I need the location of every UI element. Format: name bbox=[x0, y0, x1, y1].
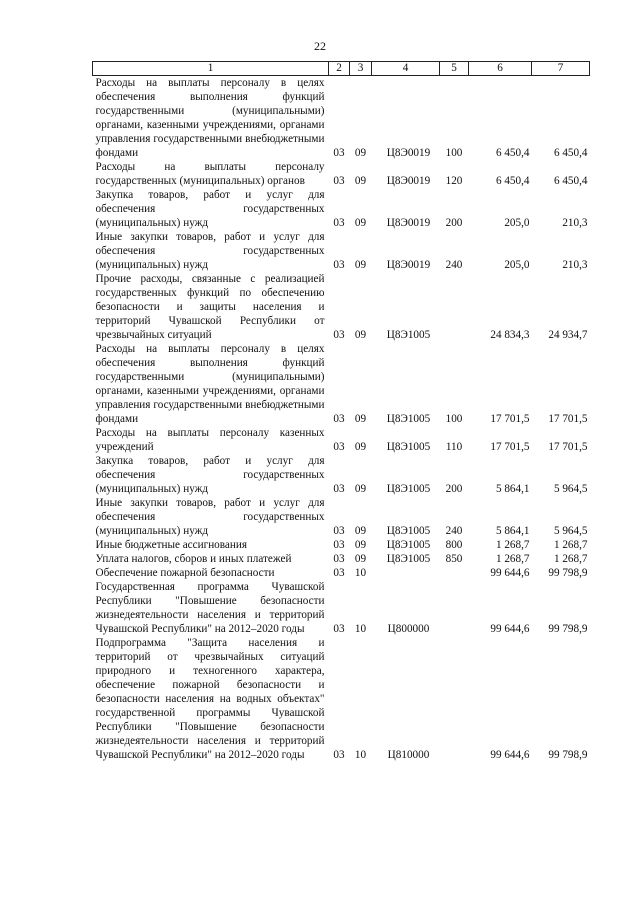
table-row bbox=[93, 496, 590, 538]
section-code-cell: 03 bbox=[333, 539, 345, 551]
expense-type-cell bbox=[440, 636, 469, 762]
expense-type-cell: 110 bbox=[445, 441, 463, 453]
section-code-cell: 03 bbox=[333, 441, 345, 453]
header-cell: 5 bbox=[440, 62, 469, 76]
subsection-code-cell: 09 bbox=[354, 175, 367, 187]
amount-year2-cell: 99 798,9 bbox=[548, 567, 588, 579]
row-name-cell: Закупка товаров, работ и услуг для обеспечения государственных (муниципальных) нужд bbox=[95, 455, 325, 495]
expense-type-cell: 800 bbox=[445, 539, 463, 551]
table-row bbox=[93, 538, 590, 552]
target-article-cell: Ц8Э1005 bbox=[386, 553, 431, 565]
section-code-cell: 03 bbox=[333, 217, 345, 229]
page-number: 22 bbox=[314, 39, 326, 53]
expense-type-cell: 120 bbox=[445, 175, 463, 187]
amount-year1-cell: 17 701,5 bbox=[490, 413, 530, 425]
section-code-cell: 03 bbox=[333, 567, 345, 579]
target-article-cell: Ц8Э0019 bbox=[386, 147, 431, 159]
section-code-cell: 03 bbox=[333, 623, 345, 635]
row-name-cell: Расходы на выплаты персоналу казенных учреждений bbox=[95, 427, 325, 453]
row-name-cell: Расходы на выплаты персоналу в целях обеспечения выполнения функций государственными (муниципальными) органами, казенными учреждениями, органами управления государственными внебюджетными фондами bbox=[95, 343, 325, 425]
subsection-code-cell: 09 bbox=[354, 525, 367, 537]
row-name-cell: Закупка товаров, работ и услуг для обеспечения государственных (муниципальных) нужд bbox=[95, 189, 325, 229]
target-article-cell: Ц8Э1005 bbox=[386, 441, 431, 453]
target-article-cell: Ц8Э0019 bbox=[386, 175, 431, 187]
header-cell: 7 bbox=[532, 62, 590, 76]
subsection-code-cell: 09 bbox=[354, 147, 367, 159]
amount-year2-cell: 17 701,5 bbox=[548, 413, 588, 425]
target-article-cell: Ц8Э1005 bbox=[386, 525, 431, 537]
row-name-cell: Обеспечение пожарной безопасности bbox=[95, 567, 275, 579]
target-article-cell: Ц8Э1005 bbox=[386, 483, 431, 495]
target-article-cell: Ц8Э1005 bbox=[386, 329, 431, 341]
row-name-cell: Подпрограмма "Защита населения и территорий от чрезвычайных ситуаций природного и техногенного характера, обеспечение пожарной безопасности и безопасности населения на водных объектах" государственной программы Чувашской Республики "Повышение безопасности жизнедеятельности населения и территорий Чувашской Республики" на 2012–2020 годы bbox=[95, 637, 325, 761]
amount-year1-cell: 99 644,6 bbox=[490, 567, 530, 579]
section-code-cell: 03 bbox=[333, 147, 345, 159]
section-code-cell: 03 bbox=[333, 413, 345, 425]
row-name-cell: Прочие расходы, связанные с реализацией государственных функций по обеспечению безопасности и защиты населения и территорий Чувашской Республики от чрезвычайных ситуаций bbox=[95, 273, 325, 341]
row-name-cell: Расходы на выплаты персоналу в целях обеспечения выполнения функций государственными (муниципальными) органами, казенными учреждениями, органами управления государственными внебюджетными фондами bbox=[95, 77, 325, 159]
amount-year1-cell: 1 268,7 bbox=[495, 553, 530, 565]
amount-year1-cell: 6 450,4 bbox=[495, 147, 530, 159]
amount-year2-cell: 99 798,9 bbox=[548, 749, 588, 761]
table-row bbox=[93, 160, 590, 188]
section-code-cell: 03 bbox=[333, 525, 345, 537]
expense-type-cell: 240 bbox=[445, 525, 463, 537]
header-cell: 2 bbox=[329, 62, 350, 76]
target-article-cell: Ц8Э0019 bbox=[386, 217, 431, 229]
target-article-cell: Ц810000 bbox=[387, 749, 430, 761]
section-code-cell: 03 bbox=[333, 175, 345, 187]
amount-year2-cell: 6 450,4 bbox=[553, 147, 588, 159]
target-article-cell: Ц800000 bbox=[387, 623, 430, 635]
subsection-code-cell: 09 bbox=[354, 539, 367, 551]
amount-year1-cell: 24 834,3 bbox=[490, 329, 530, 341]
header-cell: 6 bbox=[469, 62, 532, 76]
amount-year1-cell: 99 644,6 bbox=[490, 749, 530, 761]
header-cell: 4 bbox=[372, 62, 440, 76]
target-article-cell bbox=[372, 566, 440, 580]
row-name-cell: Иные бюджетные ассигнования bbox=[95, 539, 247, 551]
amount-year2-cell: 6 450,4 bbox=[553, 175, 588, 187]
header-row bbox=[93, 62, 590, 76]
amount-year2-cell: 1 268,7 bbox=[553, 553, 588, 565]
table-row bbox=[93, 76, 590, 161]
target-article-cell: Ц8Э1005 bbox=[386, 413, 431, 425]
section-code-cell: 03 bbox=[333, 553, 345, 565]
target-article-cell: Ц8Э0019 bbox=[386, 259, 431, 271]
expense-type-cell: 100 bbox=[445, 413, 463, 425]
subsection-code-cell: 10 bbox=[354, 567, 367, 579]
table-row bbox=[93, 272, 590, 342]
amount-year2-cell: 210,3 bbox=[562, 259, 588, 271]
subsection-code-cell: 09 bbox=[354, 553, 367, 565]
section-code-cell: 03 bbox=[333, 259, 345, 271]
subsection-code-cell: 10 bbox=[354, 623, 367, 635]
row-name-cell: Государственная программа Чувашской Республики "Повышение безопасности жизнедеятельности населения и территорий Чувашской Республики" на 2012–2020 годы bbox=[95, 581, 325, 635]
amount-year1-cell: 205,0 bbox=[504, 217, 530, 229]
table-row bbox=[93, 342, 590, 426]
subsection-code-cell: 10 bbox=[354, 749, 367, 761]
amount-year1-cell: 5 864,1 bbox=[495, 525, 530, 537]
subsection-code-cell: 09 bbox=[354, 217, 367, 229]
table-row bbox=[93, 188, 590, 230]
expense-type-cell: 200 bbox=[445, 217, 463, 229]
target-article-cell: Ц8Э1005 bbox=[386, 539, 431, 551]
amount-year1-cell: 205,0 bbox=[504, 259, 530, 271]
amount-year2-cell: 1 268,7 bbox=[553, 539, 588, 551]
section-code-cell: 03 bbox=[333, 329, 345, 341]
expense-type-cell bbox=[440, 272, 469, 342]
expense-type-cell bbox=[440, 566, 469, 580]
row-name-cell: Расходы на выплаты персоналу государственных (муниципальных) органов bbox=[95, 161, 325, 187]
expense-type-cell bbox=[440, 580, 469, 636]
row-name-cell: Уплата налогов, сборов и иных платежей bbox=[95, 553, 292, 565]
section-code-cell: 03 bbox=[333, 749, 345, 761]
amount-year2-cell: 5 964,5 bbox=[553, 525, 588, 537]
header-cell: 1 bbox=[93, 62, 329, 76]
amount-year2-cell: 17 701,5 bbox=[548, 441, 588, 453]
table-row bbox=[93, 426, 590, 454]
amount-year1-cell: 99 644,6 bbox=[490, 623, 530, 635]
header-cell: 3 bbox=[350, 62, 372, 76]
amount-year2-cell: 99 798,9 bbox=[548, 623, 588, 635]
table-row bbox=[93, 636, 590, 762]
row-name-cell: Иные закупки товаров, работ и услуг для обеспечения государственных (муниципальных) нужд bbox=[95, 497, 325, 537]
amount-year2-cell: 24 934,7 bbox=[548, 329, 588, 341]
subsection-code-cell: 09 bbox=[354, 441, 367, 453]
row-name-cell: Иные закупки товаров, работ и услуг для обеспечения государственных (муниципальных) нужд bbox=[95, 231, 325, 271]
subsection-code-cell: 09 bbox=[354, 329, 367, 341]
expense-type-cell: 240 bbox=[445, 259, 463, 271]
amount-year1-cell: 6 450,4 bbox=[495, 175, 530, 187]
amount-year1-cell: 17 701,5 bbox=[490, 441, 530, 453]
section-code-cell: 03 bbox=[333, 483, 345, 495]
subsection-code-cell: 09 bbox=[354, 413, 367, 425]
expense-type-cell: 100 bbox=[445, 147, 463, 159]
subsection-code-cell: 09 bbox=[354, 483, 367, 495]
amount-year1-cell: 1 268,7 bbox=[495, 539, 530, 551]
budget-table bbox=[92, 61, 590, 762]
amount-year2-cell: 5 964,5 bbox=[553, 483, 588, 495]
table-row bbox=[93, 454, 590, 496]
subsection-code-cell: 09 bbox=[354, 259, 367, 271]
table-row bbox=[93, 552, 590, 566]
table-row bbox=[93, 230, 590, 272]
table-row bbox=[93, 566, 590, 580]
expense-type-cell: 200 bbox=[445, 483, 463, 495]
table-row bbox=[93, 580, 590, 636]
expense-type-cell: 850 bbox=[445, 553, 463, 565]
amount-year1-cell: 5 864,1 bbox=[495, 483, 530, 495]
amount-year2-cell: 210,3 bbox=[562, 217, 588, 229]
